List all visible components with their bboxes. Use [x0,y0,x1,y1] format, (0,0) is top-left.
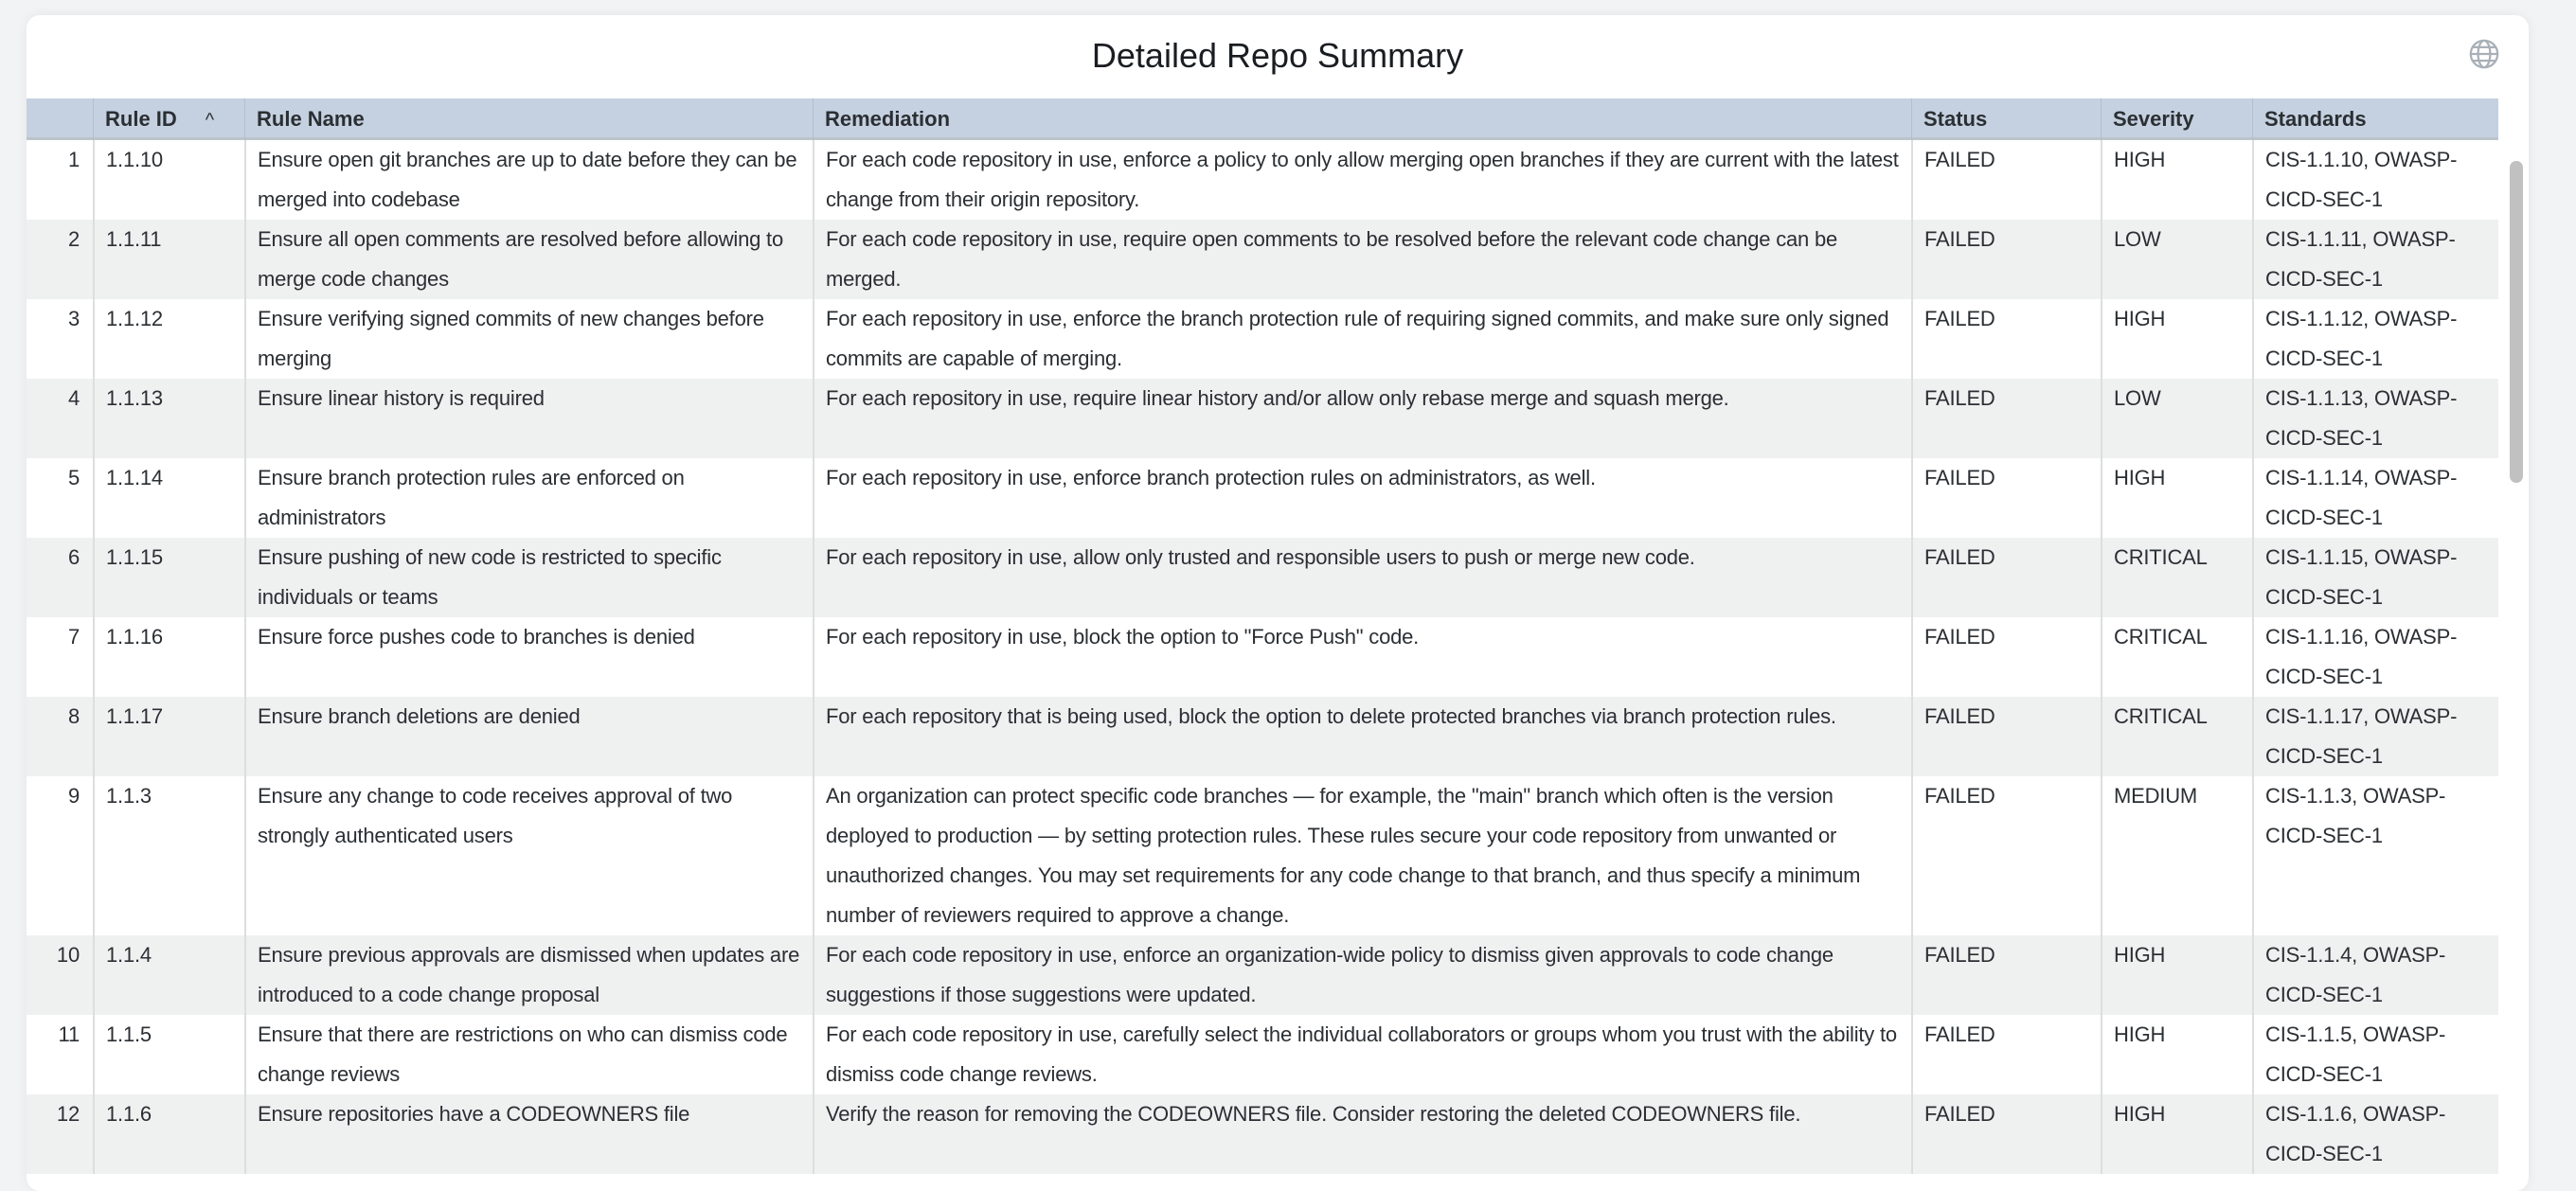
globe-icon[interactable] [2468,38,2500,70]
severity-cell: CRITICAL [2101,617,2252,697]
standards-cell: CIS-1.1.5, OWASP-CICD-SEC-1 [2252,1015,2498,1094]
standards-cell: CIS-1.1.3, OWASP-CICD-SEC-1 [2252,776,2498,935]
rule-id-cell: 1.1.14 [93,458,244,538]
row-number: 4 [67,386,80,410]
remediation-cell: For each repository in use, block the option to "Force Push" code. [813,617,1911,697]
table-body [27,140,2498,1174]
severity-cell: HIGH [2101,140,2252,220]
rule-name-cell: Ensure any change to code receives approval of two strongly authenticated users [244,776,813,935]
column-header-rule-id[interactable] [93,98,244,140]
standards-cell: CIS-1.1.17, OWASP-CICD-SEC-1 [2252,697,2498,776]
status-cell: FAILED [1911,299,2101,379]
status-cell: FAILED [1911,1015,2101,1094]
remediation-cell: An organization can protect specific code branches — for example, the "main" branch which often is the version deployed to production — by setting protection rules. These rules secure your code repository from unwanted or unauthorized changes. You may set requirements for any code change to that branch, and thus specify a minimum number of reviewers required to approve a change. [813,776,1911,935]
rule-name-cell: Ensure that there are restrictions on who can dismiss code change reviews [244,1015,813,1094]
standards-cell: CIS-1.1.14, OWASP-CICD-SEC-1 [2252,458,2498,538]
rule-id-cell: 1.1.16 [93,617,244,697]
rule-name-cell: Ensure verifying signed commits of new changes before merging [244,299,813,379]
table-row[interactable] [27,1015,2498,1094]
standards-cell: CIS-1.1.16, OWASP-CICD-SEC-1 [2252,617,2498,697]
table-row[interactable] [27,617,2498,697]
severity-cell: HIGH [2101,935,2252,1015]
severity-cell: CRITICAL [2101,538,2252,617]
standards-cell: CIS-1.1.12, OWASP-CICD-SEC-1 [2252,299,2498,379]
remediation-cell: For each code repository in use, require open comments to be resolved before the relevant code change can be merged. [813,220,1911,299]
status-cell: FAILED [1911,538,2101,617]
row-number: 5 [67,466,80,489]
standards-cell: CIS-1.1.11, OWASP-CICD-SEC-1 [2252,220,2498,299]
column-header-index [27,98,93,140]
status-cell: FAILED [1911,140,2101,220]
row-number: 9 [67,784,80,808]
row-number: 6 [67,545,80,569]
remediation-cell: For each code repository in use, enforce a policy to only allow merging open branches if they are current with the latest change from their origin repository. [813,140,1911,220]
row-number: 12 [56,1102,80,1126]
status-cell: FAILED [1911,379,2101,458]
rule-name-cell: Ensure pushing of new code is restricted to specific individuals or teams [244,538,813,617]
status-cell: FAILED [1911,1094,2101,1174]
remediation-cell: Verify the reason for removing the CODEOWNERS file. Consider restoring the deleted CODEOWNERS file. [813,1094,1911,1174]
severity-cell: LOW [2101,220,2252,299]
row-number: 3 [67,307,80,330]
rule-id-cell: 1.1.12 [93,299,244,379]
status-cell: FAILED [1911,617,2101,697]
rule-name-cell: Ensure previous approvals are dismissed when updates are introduced to a code change proposal [244,935,813,1015]
table-row[interactable] [27,140,2498,220]
severity-cell: MEDIUM [2101,776,2252,935]
row-number: 8 [67,704,80,728]
rule-id-cell: 1.1.10 [93,140,244,220]
table-row[interactable] [27,220,2498,299]
table-row[interactable] [27,299,2498,379]
table-row[interactable] [27,538,2498,617]
table-row[interactable] [27,458,2498,538]
remediation-cell: For each repository in use, enforce the branch protection rule of requiring signed commits, and make sure only signed commits are capable of merging. [813,299,1911,379]
severity-cell: HIGH [2101,1094,2252,1174]
column-header-standards[interactable]: Standards [2252,98,2498,140]
rule-name-cell: Ensure force pushes code to branches is denied [244,617,813,697]
rule-name-cell: Ensure repositories have a CODEOWNERS file [244,1094,813,1174]
table-row[interactable] [27,1094,2498,1174]
remediation-cell: For each repository in use, require linear history and/or allow only rebase merge and squash merge. [813,379,1911,458]
table-row[interactable] [27,935,2498,1015]
column-header-remediation[interactable]: Remediation [813,98,1911,140]
remediation-cell: For each code repository in use, enforce an organization-wide policy to dismiss given approvals to code change suggestions if those suggestions were updated. [813,935,1911,1015]
rule-name-cell: Ensure open git branches are up to date before they can be merged into codebase [244,140,813,220]
severity-cell: HIGH [2101,1015,2252,1094]
rule-id-cell: 1.1.4 [93,935,244,1015]
severity-cell: HIGH [2101,458,2252,538]
remediation-cell: For each repository in use, allow only trusted and responsible users to push or merge new code. [813,538,1911,617]
remediation-cell: For each repository that is being used, block the option to delete protected branches via branch protection rules. [813,697,1911,776]
table-row[interactable] [27,697,2498,776]
rule-id-cell: 1.1.17 [93,697,244,776]
column-header-severity[interactable]: Severity [2101,98,2252,140]
row-number: 7 [67,625,80,649]
rule-id-cell: 1.1.15 [93,538,244,617]
rule-id-cell: 1.1.6 [93,1094,244,1174]
rule-id-cell: 1.1.13 [93,379,244,458]
column-label: Rule ID [105,107,177,131]
severity-cell: LOW [2101,379,2252,458]
status-cell: FAILED [1911,458,2101,538]
page-title: Detailed Repo Summary [1091,36,1464,75]
table-row[interactable] [27,379,2498,458]
vertical-scrollbar[interactable] [2510,142,2523,1183]
row-number: 11 [58,1022,80,1046]
column-header-rule-name[interactable]: Rule Name [244,98,813,140]
standards-cell: CIS-1.1.10, OWASP-CICD-SEC-1 [2252,140,2498,220]
severity-cell: HIGH [2101,299,2252,379]
remediation-cell: For each repository in use, enforce branch protection rules on administrators, as well. [813,458,1911,538]
repo-summary-card [27,15,2529,1191]
table-row[interactable] [27,776,2498,935]
rule-id-cell: 1.1.11 [93,220,244,299]
table-header [27,98,2498,140]
rule-name-cell: Ensure linear history is required [244,379,813,458]
row-number: 10 [56,943,80,967]
severity-cell: CRITICAL [2101,697,2252,776]
rule-name-cell: Ensure all open comments are resolved before allowing to merge code changes [244,220,813,299]
standards-cell: CIS-1.1.6, OWASP-CICD-SEC-1 [2252,1094,2498,1174]
standards-cell: CIS-1.1.13, OWASP-CICD-SEC-1 [2252,379,2498,458]
rule-name-cell: Ensure branch protection rules are enforced on administrators [244,458,813,538]
status-cell: FAILED [1911,220,2101,299]
remediation-cell: For each code repository in use, carefully select the individual collaborators or groups whom you trust with the ability to dismiss code change reviews. [813,1015,1911,1094]
rule-id-cell: 1.1.5 [93,1015,244,1094]
rule-name-cell: Ensure branch deletions are denied [244,697,813,776]
status-cell: FAILED [1911,697,2101,776]
rule-id-cell: 1.1.3 [93,776,244,935]
standards-cell: CIS-1.1.4, OWASP-CICD-SEC-1 [2252,935,2498,1015]
status-cell: FAILED [1911,935,2101,1015]
row-number: 2 [67,227,80,251]
column-header-status[interactable]: Status [1911,98,2101,140]
scrollbar-thumb[interactable] [2510,161,2523,483]
sort-ascending-icon[interactable]: ^ [205,110,215,131]
row-number: 1 [67,148,80,171]
standards-cell: CIS-1.1.15, OWASP-CICD-SEC-1 [2252,538,2498,617]
status-cell: FAILED [1911,776,2101,935]
